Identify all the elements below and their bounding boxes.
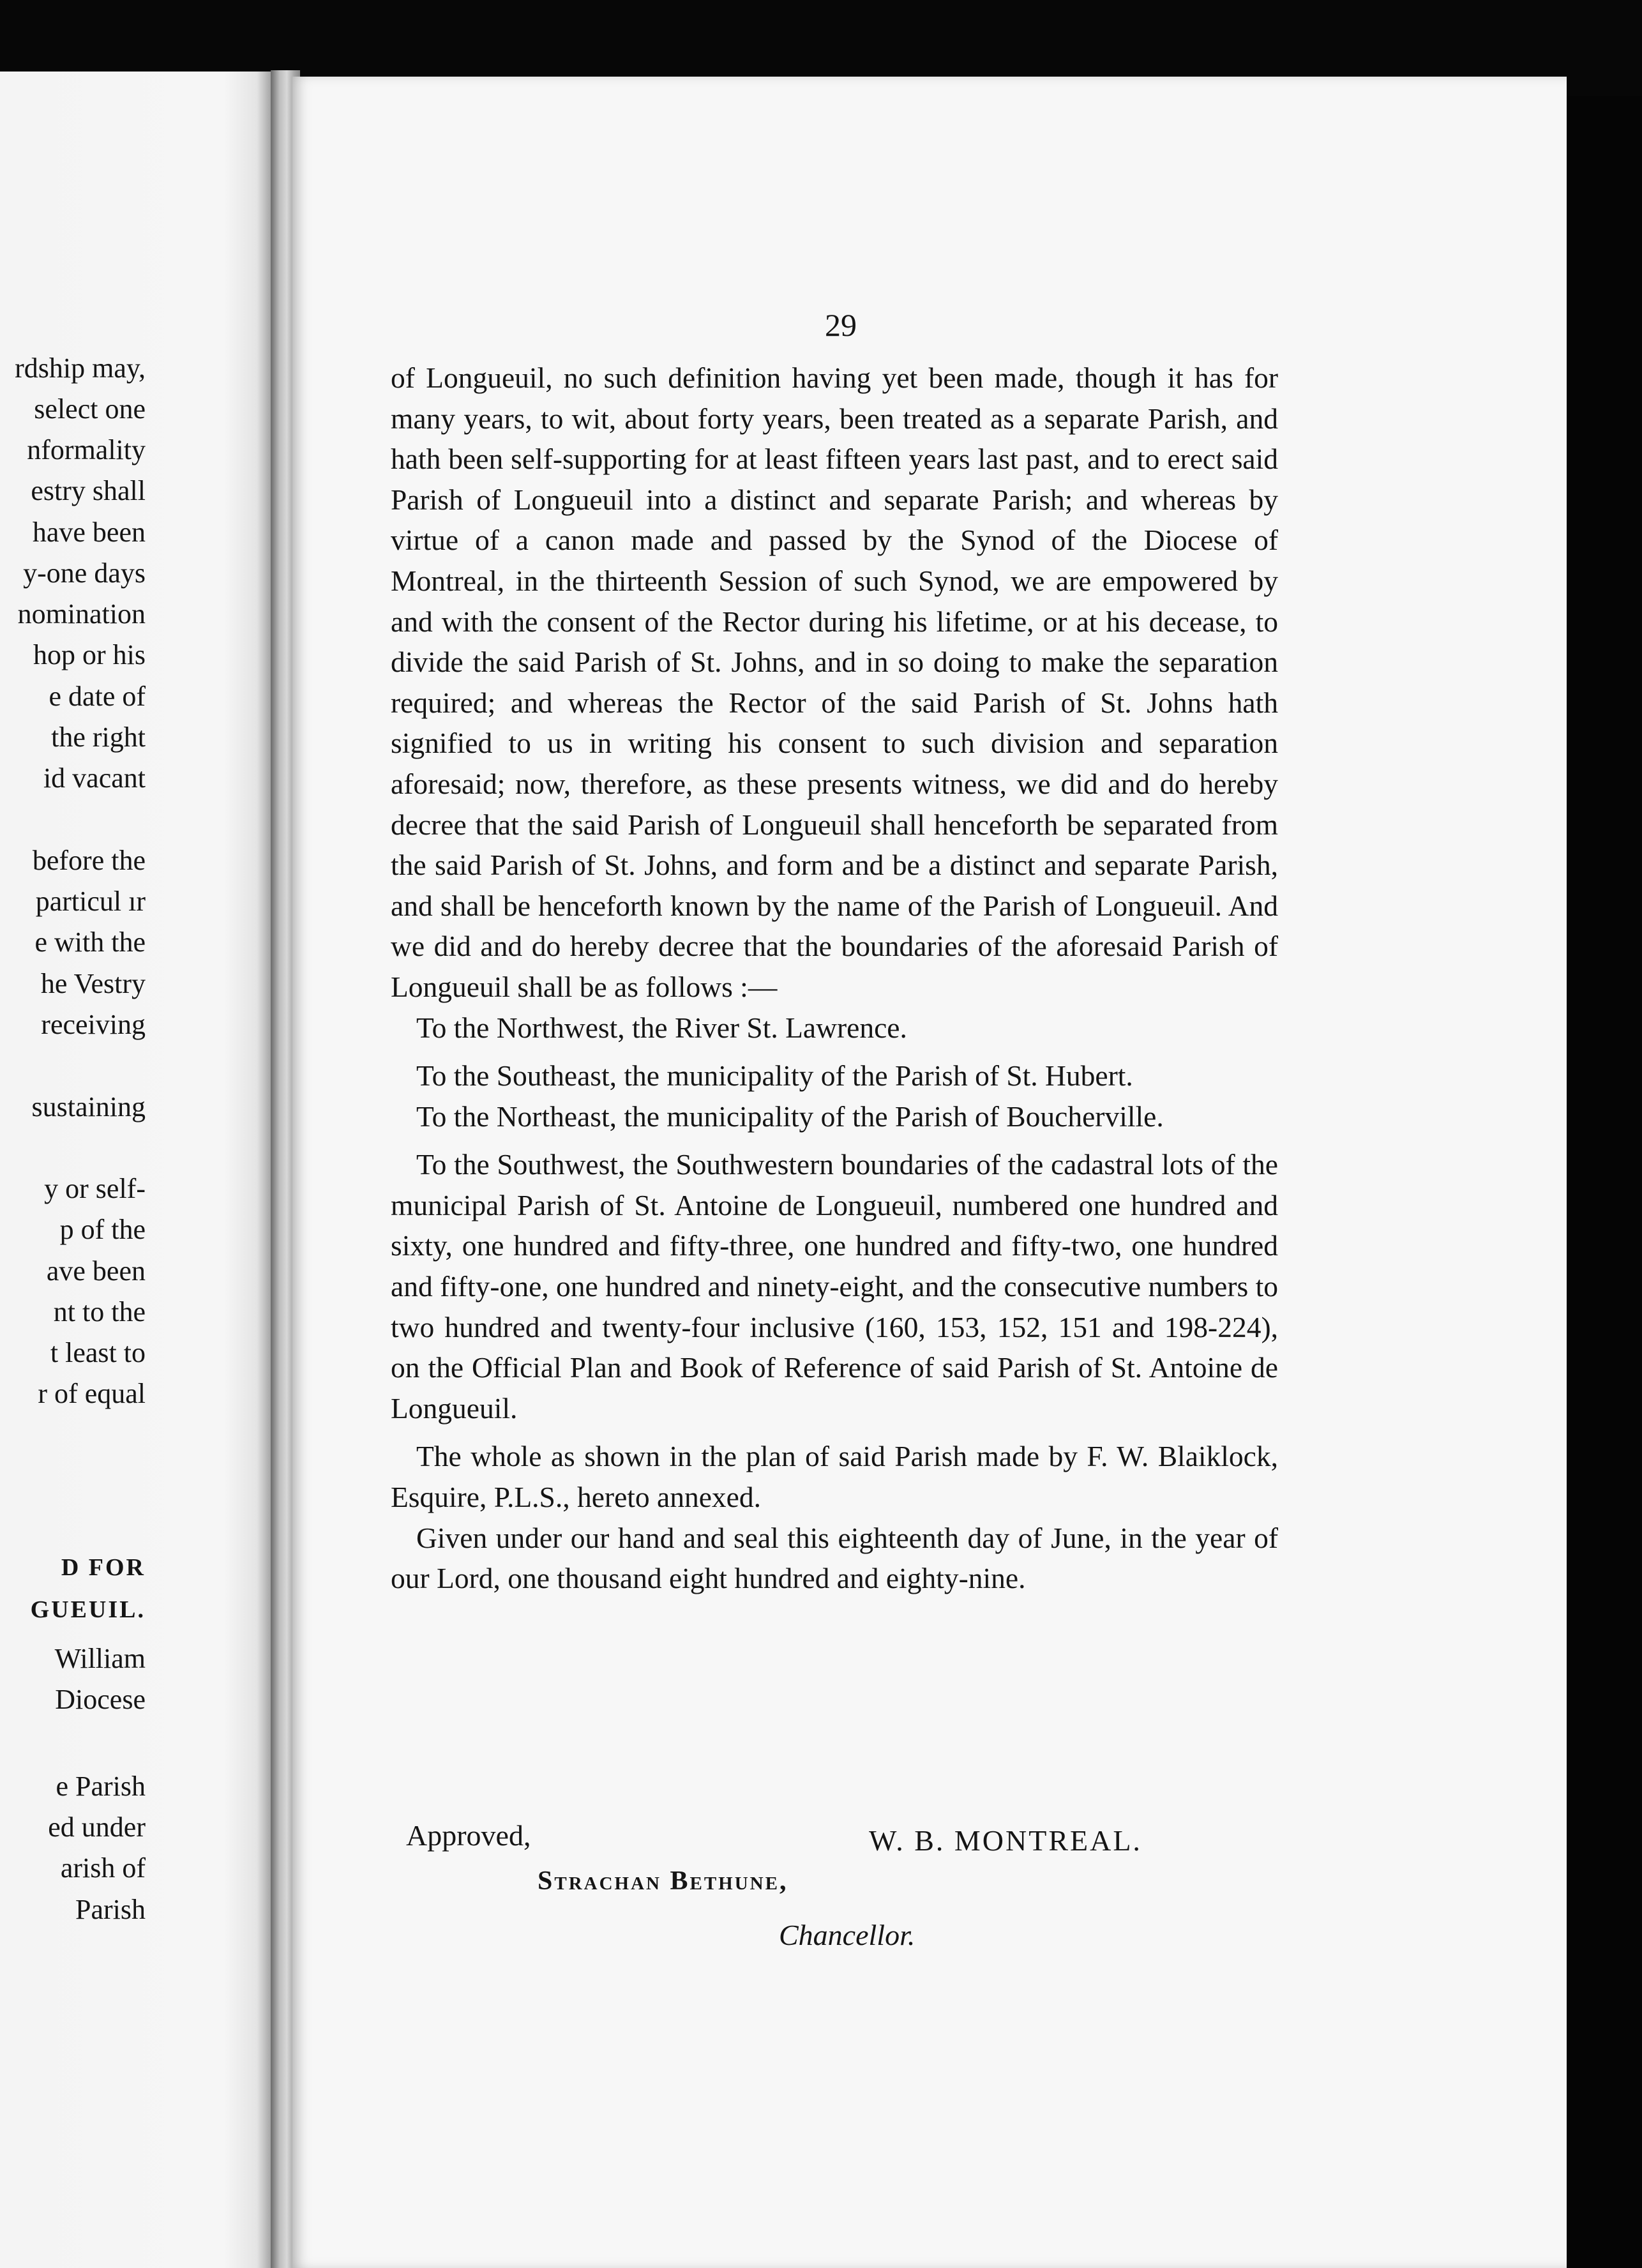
left-page-line: e with the xyxy=(34,926,146,958)
left-page-line: arish of xyxy=(60,1852,146,1884)
left-page-line: before the xyxy=(32,845,146,876)
approved-label: Approved, xyxy=(406,1819,531,1852)
left-page-line: y or self- xyxy=(44,1173,146,1204)
paragraph-given: Given under our hand and seal this eighteenth day of June, in the year of our Lord, one thousand eight hundred and eighty-nine. xyxy=(391,1521,1278,1595)
left-page-line: y-one days xyxy=(23,557,146,589)
left-page-line: r of equal xyxy=(38,1378,146,1409)
left-page-line: have been xyxy=(32,517,146,548)
paragraph-southwest: To the Southwest, the Southwestern boundaries of the cadastral lots of the municipal Parish of St. Antoine de Longueuil, numbered one hundred and sixty, one hundred and fifty-three, one hundred and fifty-two, one hundred and fifty-one, one hundred and ninety-eight, and the consecutive numbers to two hundred and twenty-four inclusive (160, 153, 152, 151 and 198-224), on the Official Plan and Book of Reference of said Parish of St. Antoine de Longueuil. xyxy=(391,1148,1278,1425)
left-page-line: sustaining xyxy=(31,1091,146,1123)
left-page-line: t least to xyxy=(50,1337,146,1368)
left-page-line: nformality xyxy=(27,434,146,465)
left-page-line: William xyxy=(54,1643,146,1674)
left-page-line: p of the xyxy=(59,1214,146,1245)
left-page-line: e date of xyxy=(49,681,146,712)
left-page-line: Parish xyxy=(75,1894,146,1925)
left-page-line: nomination xyxy=(17,598,146,630)
signature-row xyxy=(406,1818,1191,1863)
left-page-fragment xyxy=(0,72,273,2268)
scan-border xyxy=(1567,96,1642,2268)
left-page-line: id vacant xyxy=(43,762,146,794)
paragraph-plan: The whole as shown in the plan of said Parish made by F. W. Blaiklock, Esquire, P.L.S., hereto annexed. xyxy=(391,1440,1278,1514)
left-page-line: Diocese xyxy=(55,1684,146,1715)
left-page-heading-line: GUEUIL. xyxy=(30,1596,146,1623)
paragraph-northeast: To the Northeast, the municipality of the Parish of Boucherville. xyxy=(416,1100,1164,1133)
paragraph-decree: of Longueuil, no such definition having yet been made, though it has for many years, to wit, about forty years, been treated as a separate Parish, and hath been self-supporting for at least fifteen years last past, and to erect said Parish of Longueuil into a distinct and separate Parish; and whereas by virtue of a canon made and passed by the Synod of the Diocese of Montreal, in the thirteenth Session of such Synod, we are empowered by and with the consent of the Rector during his lifetime, or at his decease, to divide the said Parish of St. Johns, and in so doing to make the separation required; and whereas the Rector of the said Parish of St. Johns hath signified to us in writing his consent to such division and separation aforesaid; now, therefore, as these presents witness, we did and do hereby decree that the said Parish of Longueuil shall henceforth be separated from the said Parish of St. Johns, and form and be a distinct and separate Parish, and shall be henceforth known by the name of the Parish of Longueuil. And we did and do hereby decree that the boundaries of the aforesaid Parish of Longueuil shall be as follows :— xyxy=(391,361,1278,1003)
page-number: 29 xyxy=(825,307,857,343)
paragraph-southeast: To the Southeast, the municipality of the Parish of St. Hubert. xyxy=(416,1059,1133,1092)
chancellor-name: Strachan Bethune, xyxy=(538,1866,788,1896)
left-page-line: rdship may, xyxy=(15,352,146,384)
left-page-line: estry shall xyxy=(31,475,146,506)
left-page-line: receiving xyxy=(41,1009,146,1040)
bishop-signature: W. B. MONTREAL. xyxy=(869,1824,1142,1857)
left-page-line: nt to the xyxy=(53,1296,146,1327)
paragraph-northwest: To the Northwest, the River St. Lawrence. xyxy=(416,1011,907,1044)
left-page-line: particul ır xyxy=(35,886,146,917)
left-page-line: ed under xyxy=(48,1811,146,1843)
left-page-line: hop or his xyxy=(33,639,146,670)
left-page-line: select one xyxy=(34,393,146,425)
left-page-heading-line: D FOR xyxy=(61,1554,146,1581)
body-text xyxy=(391,358,1278,1599)
chancellor-title: Chancellor. xyxy=(779,1919,915,1951)
left-page-line: he Vestry xyxy=(40,968,146,999)
left-page-line: the right xyxy=(51,722,146,753)
left-page-line: ave been xyxy=(46,1255,146,1287)
left-page-line: e Parish xyxy=(56,1771,146,1802)
